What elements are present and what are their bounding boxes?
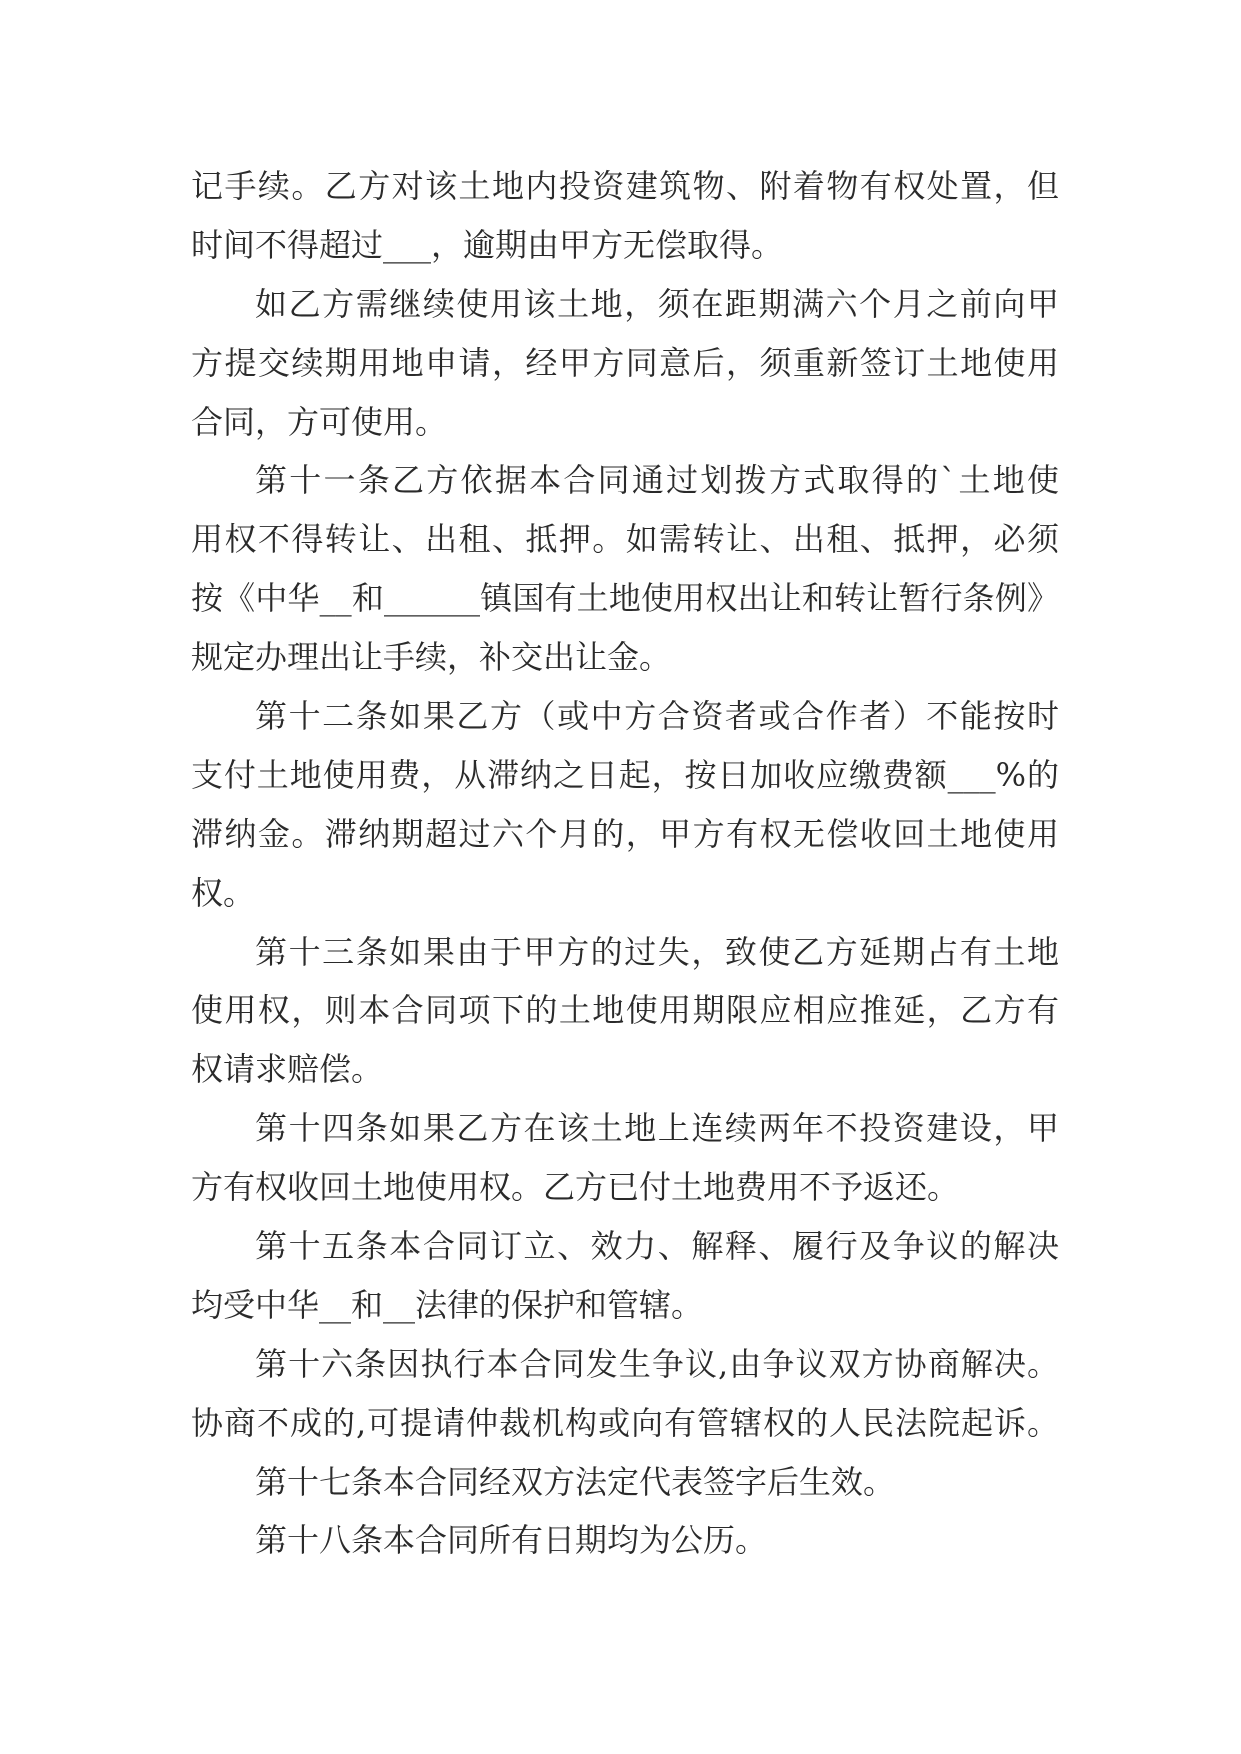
- text-line: 方提交续期用地申请，经甲方同意后，须重新签订土地使用: [191, 343, 1059, 382]
- paragraph-article-16: [191, 1335, 1059, 1453]
- text-line: 支付土地使用费，从滞纳之日起，按日加收应缴费额___%的: [191, 755, 1059, 794]
- text-line: 第十二条如果乙方（或中方合资者或合作者）不能按时: [255, 697, 1059, 736]
- paragraph-article-15: [191, 1217, 1059, 1335]
- paragraph-article-18: [191, 1511, 1059, 1570]
- paragraph-renewal: [191, 275, 1059, 452]
- text-line: 第十三条如果由于甲方的过失，致使乙方延期占有土地: [255, 932, 1059, 971]
- text-line: 使用权，则本合同项下的土地使用期限应相应推延，乙方有: [191, 991, 1059, 1030]
- text-line: 权请求赔偿。: [191, 1050, 384, 1089]
- text-line: 协商不成的,可提请仲裁机构或向有管辖权的人民法院起诉。: [191, 1403, 1059, 1442]
- text-line: 第十一条乙方依据本合同通过划拨方式取得的`土地使: [255, 461, 1059, 500]
- text-line: 权。: [191, 873, 256, 912]
- paragraph-article-12: [191, 687, 1059, 923]
- paragraph-article-17: [191, 1453, 1059, 1512]
- text-line: 第十四条如果乙方在该土地上连续两年不投资建设，甲: [255, 1109, 1059, 1148]
- paragraph-article-11: [191, 451, 1059, 687]
- text-line: 合同，方可使用。: [191, 402, 448, 441]
- text-line: 记手续。乙方对该土地内投资建筑物、附着物有权处置，但: [191, 167, 1059, 205]
- text-line: 滞纳金。滞纳期超过六个月的，甲方有权无偿收回土地使用: [191, 814, 1059, 853]
- text-line: 用权不得转让、出租、抵押。如需转让、出租、抵押，必须: [191, 520, 1059, 559]
- text-line: 按《中华__和______镇国有土地使用权出让和转让暂行条例》: [191, 579, 1059, 618]
- text-line: 第十七条本合同经双方法定代表签字后生效。: [255, 1462, 896, 1501]
- text-line: 第十五条本合同订立、效力、解释、履行及争议的解决: [255, 1227, 1059, 1266]
- text-line: 时间不得超过___，逾期由甲方无偿取得。: [191, 225, 784, 264]
- text-line: 均受中华__和__法律的保护和管辖。: [191, 1285, 704, 1324]
- paragraph-article-14: [191, 1099, 1059, 1217]
- text-line: 方有权收回土地使用权。乙方已付土地费用不予返还。: [191, 1168, 960, 1207]
- text-line: 如乙方需继续使用该土地，须在距期满六个月之前向甲: [255, 284, 1059, 323]
- document-body: [191, 157, 1059, 1570]
- paragraph-article-13: [191, 923, 1059, 1100]
- text-line: 规定办理出让手续，补交出让金。: [191, 638, 672, 677]
- text-line: 第十六条因执行本合同发生争议,由争议双方协商解决。: [255, 1344, 1059, 1383]
- text-line: 第十八条本合同所有日期均为公历。: [255, 1521, 768, 1560]
- paragraph-continuation: [191, 157, 1059, 275]
